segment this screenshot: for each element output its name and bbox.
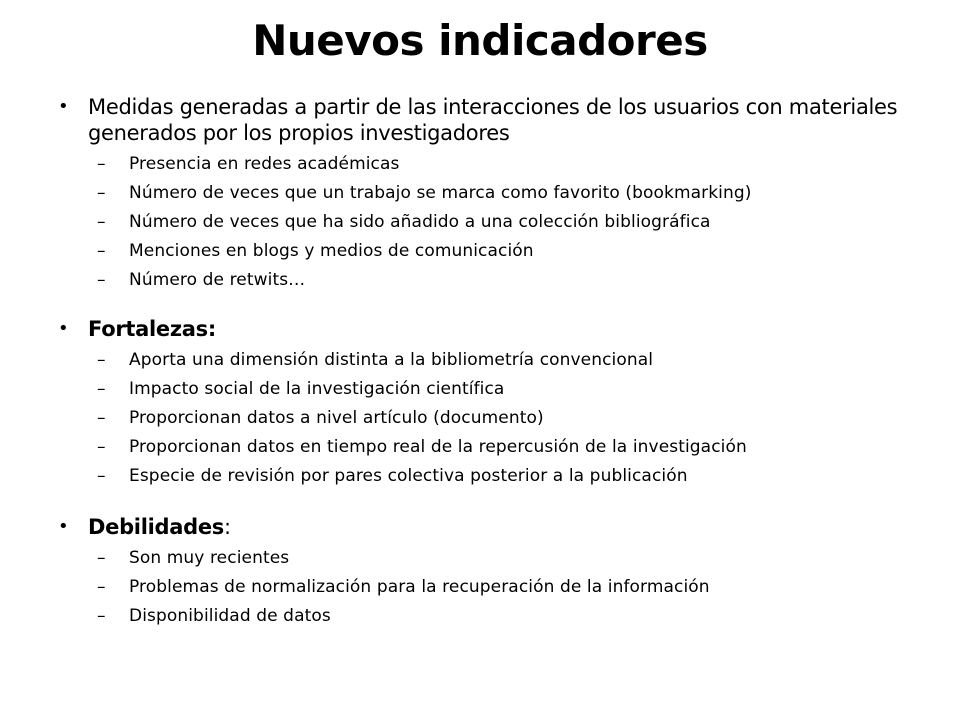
list-item: – Impacto social de la investigación científica xyxy=(97,379,505,399)
list-item: – Aporta una dimensión distinta a la bibliometría convencional xyxy=(97,350,654,370)
list-item: – Presencia en redes académicas xyxy=(97,154,400,174)
weaknesses-sublist xyxy=(48,547,928,627)
dash-icon: – xyxy=(97,183,106,203)
dash-icon: – xyxy=(97,606,106,626)
list-item: – Especie de revisión por pares colectiva posterior a la publicación xyxy=(97,466,688,486)
list-item: – Disponibilidad de datos xyxy=(97,606,331,626)
strengths-sublist xyxy=(48,349,928,487)
list-item: – Problemas de normalización para la recuperación de la información xyxy=(97,577,710,597)
list-item: – Proporcionan datos a nivel artículo (documento) xyxy=(97,408,544,428)
bullet-dot-icon: • xyxy=(58,516,69,537)
dash-icon: – xyxy=(97,212,106,232)
bullet-intro-text: Medidas generadas a partir de las interacciones de los usuarios con materiales generados por los propios investigadores xyxy=(88,95,898,145)
list-item: – Son muy recientes xyxy=(97,548,290,568)
slide-title: Nuevos indicadores xyxy=(252,16,708,65)
list-item: – Proporcionan datos en tiempo real de la repercusión de la investigación xyxy=(97,437,747,457)
bullet-weaknesses xyxy=(48,514,928,540)
dash-icon: – xyxy=(97,408,106,428)
dash-icon: – xyxy=(97,466,106,486)
dash-icon: – xyxy=(97,154,106,174)
strengths-heading: Fortalezas: xyxy=(88,317,216,341)
slide-body xyxy=(48,94,928,634)
list-item: – Número de veces que un trabajo se marca como favorito (bookmarking) xyxy=(97,183,752,203)
weaknesses-heading: Debilidades xyxy=(88,515,224,539)
dash-icon: – xyxy=(97,548,106,568)
bullet-strengths xyxy=(48,316,928,342)
list-item: – Menciones en blogs y medios de comunicación xyxy=(97,241,534,261)
dash-icon: – xyxy=(97,270,106,290)
list-item: – Número de retwits… xyxy=(97,270,306,290)
dash-icon: – xyxy=(97,241,106,261)
weaknesses-heading-colon: : xyxy=(223,515,231,539)
bullet-dot-icon: • xyxy=(58,318,69,339)
dash-icon: – xyxy=(97,437,106,457)
dash-icon: – xyxy=(97,379,106,399)
bullet-intro xyxy=(48,94,928,146)
dash-icon: – xyxy=(97,577,106,597)
intro-sublist xyxy=(48,153,928,291)
bullet-dot-icon: • xyxy=(58,96,69,117)
list-item: – Número de veces que ha sido añadido a una colección bibliográfica xyxy=(97,212,711,232)
dash-icon: – xyxy=(97,350,106,370)
